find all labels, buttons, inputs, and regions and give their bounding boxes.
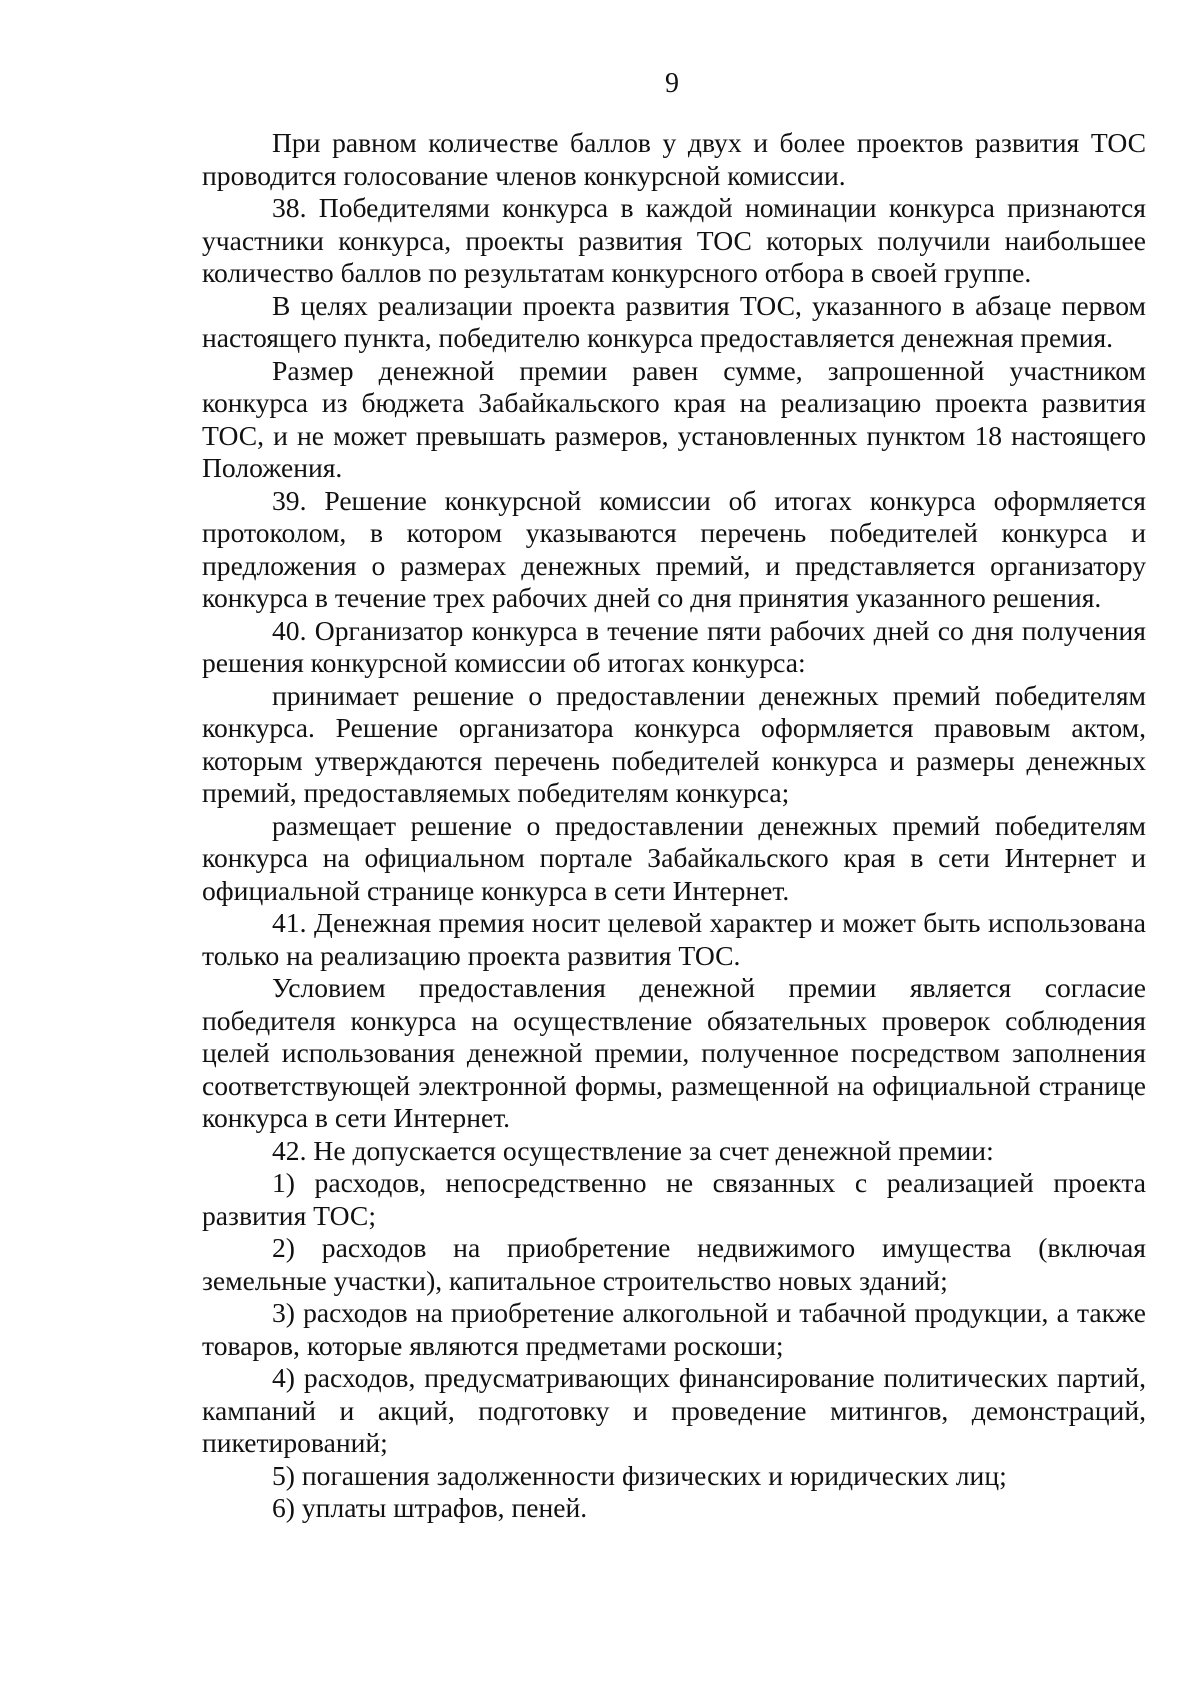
page-number: 9 [665,68,679,99]
paragraph-prize-purpose: В целях реализации проекта развития ТОС, указанного в абзаце первом настоящего пункта, победителю конкурса предоставляется денежная премия. [202,289,1146,353]
paragraph-39-protocol: 39. Решение конкурсной комиссии об итогах конкурса оформляется протоколом, в котором указываются перечень победителей конкурса и предложения о размерах денежных премий, и представляется организатору конкурса в течение трех рабочих дней со дня принятия указанного решения. [202,484,1146,613]
paragraph-equal-score-vote: При равном количестве баллов у двух и более проектов развития ТОС проводится голосование членов конкурсной комиссии. [202,127,1146,191]
paragraph-40-organizer: 40. Организатор конкурса в течение пяти рабочих дней со дня получения решения конкурсной комиссии об итогах конкурса: [202,614,1146,678]
paragraph-41-target-use: 41. Денежная премия носит целевой характер и может быть использована только на реализацию проекта развития ТОС. [202,907,1146,971]
paragraph-40-publication: размещает решение о предоставлении денежных премий победителям конкурса на официальном портале Забайкальского края в сети Интернет и официальной странице конкурса в сети Интернет. [202,809,1146,906]
document-body [202,127,1146,1525]
list-item-3: 3) расходов на приобретение алкогольной и табачной продукции, а также товаров, которые являются предметами роскоши; [202,1297,1146,1361]
list-item-1: 1) расходов, непосредственно не связанных с реализацией проекта развития ТОС; [202,1167,1146,1231]
list-item-4: 4) расходов, предусматривающих финансирование политических партий, кампаний и акций, подготовку и проведение митингов, демонстраций, пикетирований; [202,1362,1146,1458]
paragraph-prize-amount: Размер денежной премии равен сумме, запрошенной участником конкурса из бюджета Забайкальского края на реализацию проекта развития ТОС, и не может превышать размеров, установленных пунктом 18 настоящего Положения. [202,354,1146,483]
list-item-6: 6) уплаты штрафов, пеней. [272,1492,588,1523]
list-item-2: 2) расходов на приобретение недвижимого имущества (включая земельные участки), капитальное строительство новых зданий; [202,1232,1146,1296]
paragraph-38-winners: 38. Победителями конкурса в каждой номинации конкурса признаются участники конкурса, проекты развития ТОС которых получили наибольшее количество баллов по результатам конкурсного отбора в своей группе. [202,192,1146,288]
paragraph-41-consent: Условием предоставления денежной премии является согласие победителя конкурса на осуществление обязательных проверок соблюдения целей использования денежной премии, полученное посредством заполнения соответствующей электронной формы, размещенной на официальной странице конкурса в сети Интернет. [202,972,1146,1133]
paragraph-40-decision: принимает решение о предоставлении денежных премий победителям конкурса. Решение организатора конкурса оформляется правовым актом, которым утверждаются перечень победителей конкурса и размеры денежных премий, предоставляемых победителям конкурса; [202,679,1146,808]
list-item-5: 5) погашения задолженности физических и юридических лиц; [272,1459,1007,1491]
paragraph-42-restrictions: 42. Не допускается осуществление за счет денежной премии: [272,1134,994,1166]
